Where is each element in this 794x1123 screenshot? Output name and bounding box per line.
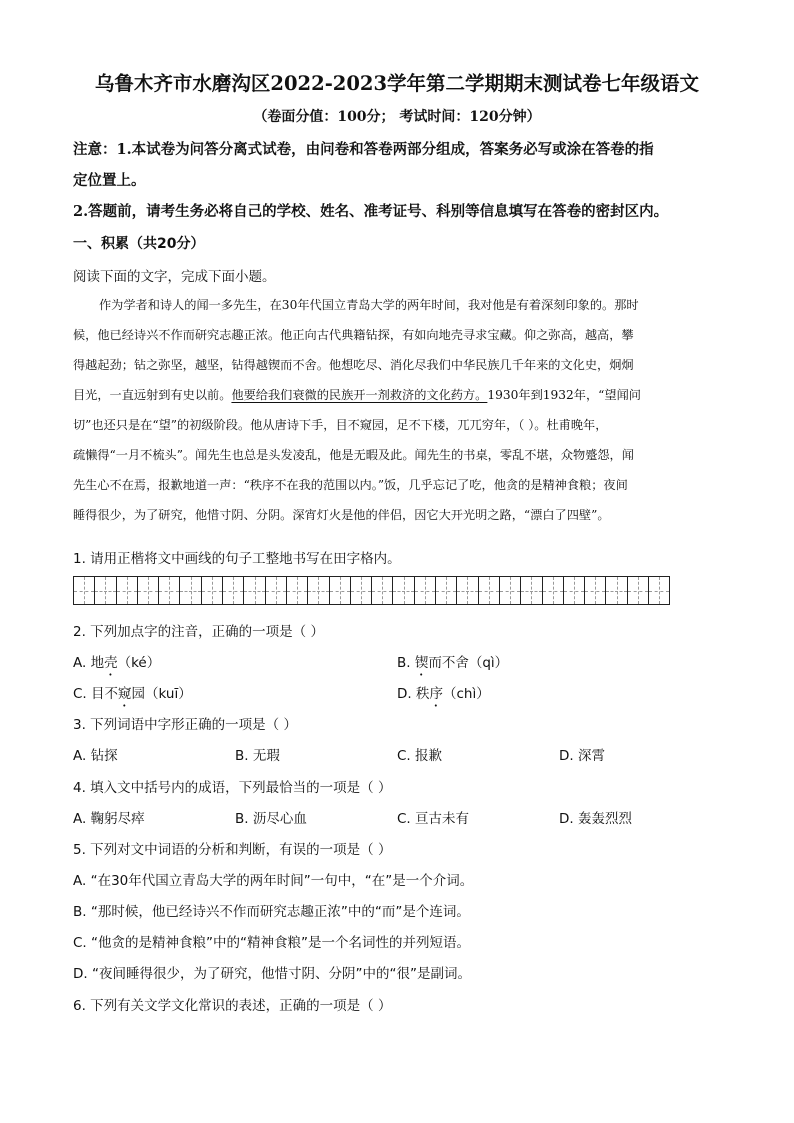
q3-option-a[interactable]: A. 钻探 (73, 748, 118, 764)
question-1: 1. 请用正楷将文中画线的句子工整地书写在田字格内。 (73, 551, 401, 567)
passage-line-6: 疏懒得“一月不梳头”。闻先生也总是头发凌乱，他是无暇及此。闻先生的书桌，零乱不堪，众物蹙怨，闻 (73, 448, 634, 462)
question-2: 2. 下列加点字的注音，正确的一项是（ ） (73, 624, 324, 640)
exam-title: 乌鲁木齐市水磨沟区2022-2023学年第二学期期末测试卷七年级语文 (94, 72, 700, 95)
grid-cell[interactable] (606, 577, 627, 604)
q2-option-d[interactable]: D. 秩序（chì） (397, 686, 490, 702)
grid-cell[interactable] (500, 577, 521, 604)
passage-line-1: 作为学者和诗人的闻一多先生，在30年代国立青岛大学的两年时间，我对他是有着深刻印象的。那时 (99, 298, 639, 312)
q4-option-a[interactable]: A. 鞠躬尽瘁 (73, 811, 145, 827)
q5-option-c[interactable]: C. “他贪的是精神食粮”中的“精神食粮”是一个名词性的并列短语。 (73, 935, 470, 951)
grid-cell[interactable] (117, 577, 138, 604)
grid-cell[interactable] (287, 577, 308, 604)
grid-cell[interactable] (74, 577, 95, 604)
grid-cell[interactable] (372, 577, 393, 604)
grid-cell[interactable] (308, 577, 329, 604)
q4-option-b[interactable]: B. 沥尽心血 (235, 811, 307, 827)
grid-cell[interactable] (564, 577, 585, 604)
grid-cell[interactable] (543, 577, 564, 604)
q3-option-c[interactable]: C. 报歉 (397, 748, 443, 764)
question-3: 3. 下列词语中字形正确的一项是（ ） (73, 717, 297, 733)
q2-option-c[interactable]: C. 目不窥园（kuī） (73, 686, 192, 702)
grid-cell[interactable] (223, 577, 244, 604)
grid-cell[interactable] (202, 577, 223, 604)
q4-option-c[interactable]: C. 亘古未有 (397, 811, 470, 827)
q5-option-b[interactable]: B. “那时候，他已经诗兴不作而研究志趣正浓”中的“而”是个连词。 (73, 904, 470, 920)
grid-cell[interactable] (138, 577, 159, 604)
grid-cell[interactable] (95, 577, 116, 604)
passage-line-2: 候，他已经诗兴不作而研究志趣正浓。他正向古代典籍钻探，有如向地壳寻求宝藏。仰之弥高，越高，攀 (73, 328, 634, 342)
question-4: 4. 填入文中括号内的成语，下列最恰当的一项是（ ） (73, 780, 392, 796)
exam-subtitle: （卷面分值：100分； 考试时间：120分钟） (253, 109, 541, 125)
grid-cell[interactable] (585, 577, 606, 604)
q5-option-a[interactable]: A. “在30年代国立青岛大学的两年时间”一句中，“在”是一个介词。 (73, 873, 474, 889)
section-intro: 阅读下面的文字，完成下面小题。 (73, 269, 276, 285)
grid-cell[interactable] (393, 577, 414, 604)
q4-option-d[interactable]: D. 轰轰烈烈 (559, 811, 632, 827)
notice-line-2: 定位置上。 (73, 172, 146, 189)
grid-cell[interactable] (330, 577, 351, 604)
notice-line-1: 注意：1.本试卷为问答分离式试卷，由问卷和答卷两部分组成，答案务必写或涂在答卷的指 (73, 141, 654, 158)
passage-line-3: 得越起劲；钻之弥坚，越坚，钻得越锲而不舍。他想吃尽、消化尽我们中华民族几千年来的文化史，炯炯 (73, 358, 634, 372)
grid-cell[interactable] (244, 577, 265, 604)
q5-option-d[interactable]: D. “夜间睡得很少，为了研究，他惜寸阴、分阴”中的“很”是副词。 (73, 966, 471, 982)
grid-cell[interactable] (415, 577, 436, 604)
grid-cell[interactable] (436, 577, 457, 604)
passage-line-4 (73, 380, 721, 410)
passage-line-7: 先生心不在焉，报歉地道一声：“秩序不在我的范围以内。”饭，几乎忘记了吃，他贪的是精神食粮；夜间 (73, 478, 628, 492)
q3-option-d[interactable]: D. 深霄 (559, 748, 605, 764)
passage-line-4-start: 目光，一直远射到有史以前。 (73, 388, 232, 402)
grid-cell[interactable] (180, 577, 201, 604)
question-5: 5. 下列对文中词语的分析和判断，有误的一项是（ ） (73, 842, 392, 858)
grid-cell[interactable] (479, 577, 500, 604)
grid-cell[interactable] (351, 577, 372, 604)
grid-cell[interactable] (628, 577, 649, 604)
q3-option-b[interactable]: B. 无瑕 (235, 748, 280, 764)
passage-line-4-end: 1930年到1932年，“望闻问 (487, 388, 641, 402)
q2-option-a[interactable]: A. 地壳（ké） (73, 655, 161, 671)
notice-line-3: 2.答题前，请考生务必将自己的学校、姓名、准考证号、科别等信息填写在答卷的密封区内。 (73, 203, 669, 220)
section-heading: 一、积累（共20分） (73, 236, 205, 252)
passage-line-8: 睡得很少，为了研究，他惜寸阴、分阴。深宵灯火是他的伴侣，因它大开光明之路，“漂白了四壁”。 (73, 508, 610, 522)
grid-cell[interactable] (266, 577, 287, 604)
question-6: 6. 下列有关文学文化常识的表述，正确的一项是（ ） (73, 998, 392, 1014)
grid-cell[interactable] (649, 577, 670, 604)
q2-option-b[interactable]: B. 锲而不舍（qì） (397, 655, 509, 671)
underlined-sentence: 他要给我们衰微的民族开一剂救济的文化药方。 (231, 388, 488, 402)
grid-cell[interactable] (521, 577, 542, 604)
grid-cell[interactable] (159, 577, 180, 604)
writing-grid[interactable] (73, 576, 670, 605)
grid-cell[interactable] (457, 577, 478, 604)
passage-line-5: 切”也还只是在“望”的初级阶段。他从唐诗下手，目不窥园，足不下楼，兀兀穷年，（ ）。杜甫晚年， (73, 418, 608, 432)
